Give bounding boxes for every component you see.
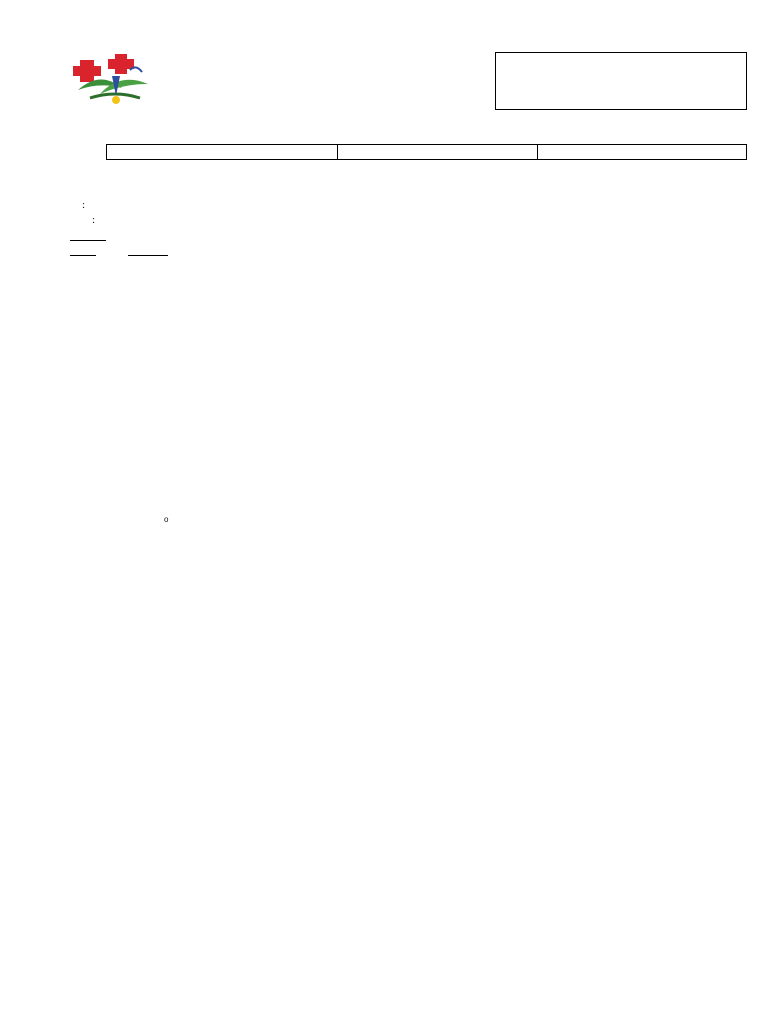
tekanan-row [70,244,168,256]
hospital-logo [70,50,160,110]
op-info-bar [106,144,747,160]
alat-row: : [82,199,86,211]
chart-legend [160,515,260,524]
pernafasan-row [70,259,130,271]
patient-id-box [495,52,747,110]
nadi-row [70,229,106,241]
keadaan-row: : [92,214,96,226]
legend-circle-icon: o [164,515,169,524]
